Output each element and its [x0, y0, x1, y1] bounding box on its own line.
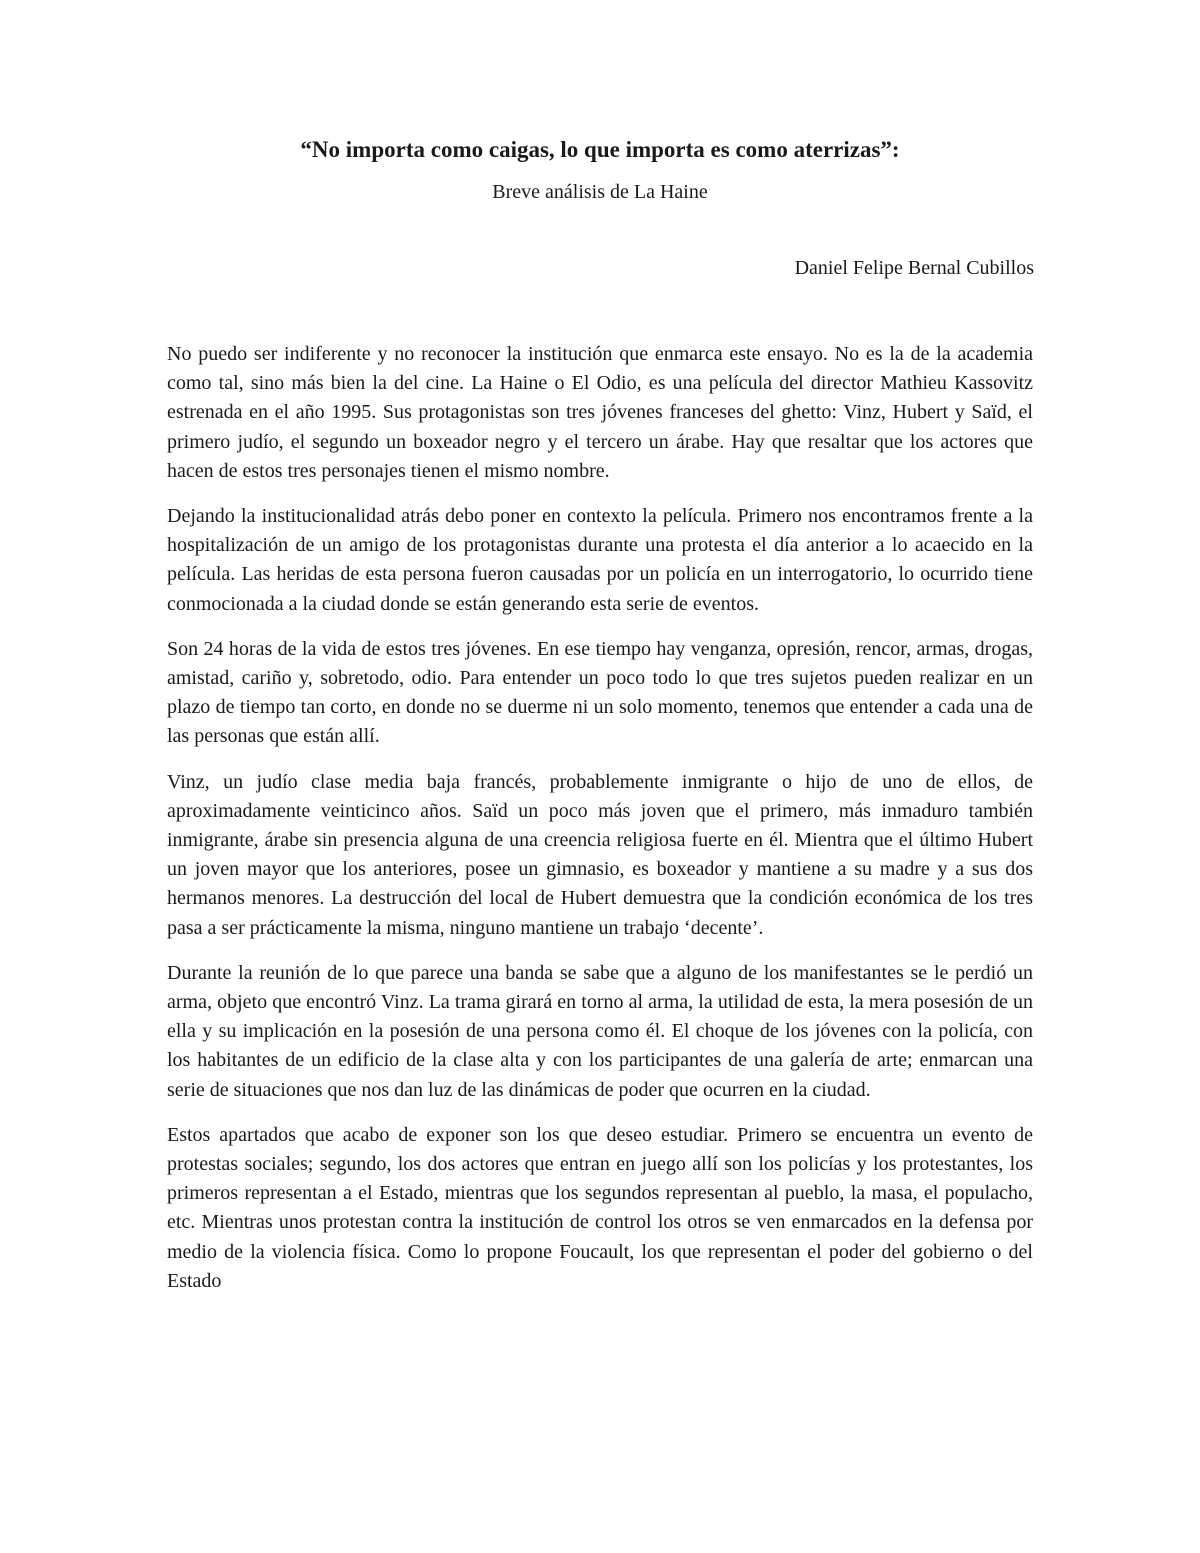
paragraph: No puedo ser indiferente y no reconocer la institución que enmarca este ensayo. No es la de la academia como tal, sino más bien la del cine. La Haine o El Odio, es una película del director Mathieu Kassovitz estrenada en el año 1995. Sus protagonistas son tres jóvenes franceses del ghetto: Vinz, Hubert y Saïd, el primero judío, el segundo un boxeador negro y el tercero un árabe. Hay que resaltar que los actores que hacen de estos tres personajes tienen el mismo nombre. [167, 343, 1033, 482]
author-name: Daniel Felipe Bernal Cubillos [794, 257, 1034, 279]
paragraph: Son 24 horas de la vida de estos tres jóvenes. En ese tiempo hay venganza, opresión, rencor, armas, drogas, amistad, cariño y, sobretodo, odio. Para entender un poco todo lo que tres sujetos pueden realizar en un plazo de tiempo tan corto, en donde no se duerme ni un solo momento, tenemos que entender a cada una de las personas que están allí. [167, 637, 1033, 748]
paragraph: Vinz, un judío clase media baja francés, probablemente inmigrante o hijo de uno de ellos, de aproximadamente veinticinco años. Saïd un poco más joven que el primero, más inmaduro también inmigrante, árabe sin presencia alguna de una creencia religiosa fuerte en él. Mientra que el último Hubert un joven mayor que los anteriores, posee un gimnasio, es boxeador y mantiene a su madre y a sus dos hermanos menores. La destrucción del local de Hubert demuestra que la condición económica de los tres pasa a ser prácticamente la misma, ninguno mantiene un trabajo ‘decente’. [167, 770, 1033, 939]
document-subtitle: Breve análisis de La Haine [492, 181, 708, 203]
paragraph: Durante la reunión de lo que parece una banda se sabe que a alguno de los manifestantes se le perdió un arma, objeto que encontró Vinz. La trama girará en torno al arma, la utilidad de esta, la mera posesión de un ella y su implicación en la posesión de una persona como él. El choque de los jóvenes con la policía, con los habitantes de un edificio de la clase alta y con los participantes de una galería de arte; enmarcan una serie de situaciones que nos dan luz de las dinámicas de poder que ocurren en la ciudad. [167, 961, 1033, 1101]
paragraph: Dejando la institucionalidad atrás debo poner en contexto la película. Primero nos encontramos frente a la hospitalización de un amigo de los protagonistas durante una protesta el día anterior a lo acaecido en la película. Las heridas de esta persona fueron causadas por un policía en un interrogatorio, lo ocurrido tiene conmocionada a la ciudad donde se están generando esta serie de eventos. [167, 505, 1033, 615]
paragraph: Estos apartados que acabo de exponer son los que deseo estudiar. Primero se encuentra un evento de protestas sociales; segundo, los dos actores que entran en juego allí son los policías y los protestantes, los primeros representan a el Estado, mientras que los segundos representan al pueblo, la masa, el populacho, etc. Mientras unos protestan contra la institución de control los otros se ven enmarcados en la defensa por medio de la violencia física. Como lo propone Foucault, los que representan el poder del gobierno o del Estado [167, 1123, 1033, 1292]
document-body [167, 340, 1033, 1296]
document-title: “No importa como caigas, lo que importa es como aterrizas”: [300, 137, 900, 162]
